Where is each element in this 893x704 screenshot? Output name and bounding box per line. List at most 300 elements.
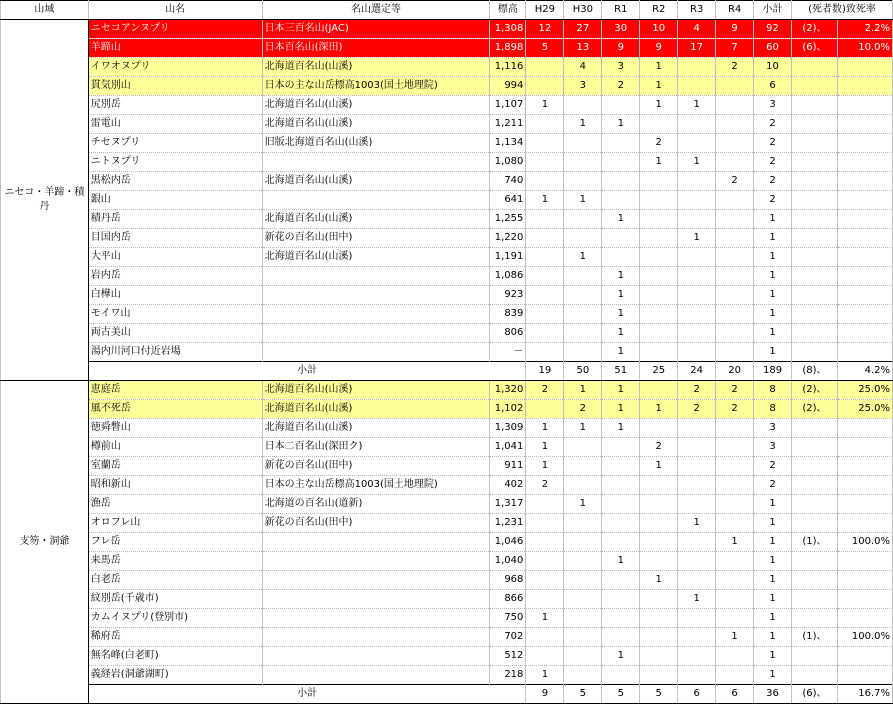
r4-cell xyxy=(716,666,754,685)
h29-cell xyxy=(526,172,564,191)
deaths-cell: (2)、 xyxy=(792,20,838,39)
mountain-name-cell: ニセコアンヌプリ xyxy=(88,20,262,39)
deaths-cell xyxy=(792,495,838,514)
r3-cell xyxy=(678,666,716,685)
h30-cell xyxy=(564,96,602,115)
fatality-rate-cell xyxy=(837,229,892,248)
r1-cell: 1 xyxy=(602,343,640,362)
deaths-cell xyxy=(792,286,838,305)
table-row xyxy=(1,210,893,229)
r3-cell xyxy=(678,628,716,647)
deaths-cell xyxy=(792,77,838,96)
header-r2: R2 xyxy=(640,1,678,20)
r4-cell: 2 xyxy=(716,381,754,400)
elevation-cell: 1,308 xyxy=(490,20,526,39)
mountain-name-cell: 義経岩(洞爺湖町) xyxy=(88,666,262,685)
selection-cell xyxy=(262,191,490,210)
deaths-cell xyxy=(792,666,838,685)
sub-cell: 2 xyxy=(754,172,792,191)
r2-cell: 1 xyxy=(640,77,678,96)
selection-cell xyxy=(262,153,490,172)
subtotal-label: 小計 xyxy=(88,685,526,704)
fatality-rate-cell xyxy=(837,343,892,362)
sub-cell: 2 xyxy=(754,115,792,134)
h29-cell xyxy=(526,248,564,267)
h30-cell xyxy=(564,609,602,628)
subtotal-r2-cell: 5 xyxy=(640,685,678,704)
selection-cell: 北海道百名山(山溪) xyxy=(262,58,490,77)
fatality-rate-cell xyxy=(837,590,892,609)
r1-cell xyxy=(602,590,640,609)
h29-cell xyxy=(526,514,564,533)
table-row xyxy=(1,666,893,685)
table-row xyxy=(1,286,893,305)
h29-cell xyxy=(526,628,564,647)
fatality-rate-cell xyxy=(837,476,892,495)
table-row xyxy=(1,96,893,115)
r3-cell: 2 xyxy=(678,400,716,419)
sub-cell: 2 xyxy=(754,476,792,495)
selection-cell xyxy=(262,666,490,685)
mountain-name-cell: 白樺山 xyxy=(88,286,262,305)
r3-cell xyxy=(678,457,716,476)
deaths-cell: (1)、 xyxy=(792,533,838,552)
h30-cell xyxy=(564,438,602,457)
h29-cell xyxy=(526,571,564,590)
selection-cell: 日本三百名山(JAC) xyxy=(262,20,490,39)
mountain-name-cell: オロフレ山 xyxy=(88,514,262,533)
sub-cell: 1 xyxy=(754,267,792,286)
fatality-rate-cell: 100.0% xyxy=(837,533,892,552)
header-area: 山域 xyxy=(1,1,89,20)
sub-cell: 3 xyxy=(754,438,792,457)
elevation-cell: 994 xyxy=(490,77,526,96)
r3-cell xyxy=(678,267,716,286)
r3-cell xyxy=(678,286,716,305)
table-row xyxy=(1,20,893,39)
deaths-cell xyxy=(792,305,838,324)
table-row xyxy=(1,39,893,58)
r4-cell: 9 xyxy=(716,20,754,39)
r2-cell xyxy=(640,514,678,533)
r2-cell xyxy=(640,248,678,267)
fatality-rate-cell xyxy=(837,172,892,191)
mountain-name-cell: モイワ山 xyxy=(88,305,262,324)
r4-cell xyxy=(716,419,754,438)
table-row xyxy=(1,571,893,590)
area-cell: 支笏・洞爺 xyxy=(1,381,89,704)
selection-cell: 日本百名山(深田) xyxy=(262,39,490,58)
mountain-name-cell: 白老岳 xyxy=(88,571,262,590)
table-row xyxy=(1,609,893,628)
fatality-rate-cell xyxy=(837,286,892,305)
selection-cell: 北海道百名山(山溪) xyxy=(262,419,490,438)
deaths-cell xyxy=(792,419,838,438)
deaths-cell xyxy=(792,248,838,267)
fatality-rate-cell: 100.0% xyxy=(837,628,892,647)
deaths-cell xyxy=(792,457,838,476)
h30-cell: 1 xyxy=(564,115,602,134)
table-row xyxy=(1,400,893,419)
mountain-name-cell: 稀府岳 xyxy=(88,628,262,647)
elevation-cell: 641 xyxy=(490,191,526,210)
fatality-rate-cell xyxy=(837,419,892,438)
table-row xyxy=(1,172,893,191)
h30-cell: 4 xyxy=(564,58,602,77)
fatality-rate-cell xyxy=(837,210,892,229)
r2-cell: 1 xyxy=(640,96,678,115)
r2-cell xyxy=(640,419,678,438)
mountain-name-cell: カムイヌプリ(登別市) xyxy=(88,609,262,628)
h29-cell: 1 xyxy=(526,457,564,476)
fatality-rate-cell xyxy=(837,115,892,134)
mountain-name-cell: 積丹岳 xyxy=(88,210,262,229)
h30-cell xyxy=(564,267,602,286)
mountain-name-cell: 羊蹄山 xyxy=(88,39,262,58)
r3-cell xyxy=(678,552,716,571)
r4-cell: 1 xyxy=(716,628,754,647)
deaths-cell xyxy=(792,590,838,609)
mountain-name-cell: 目国内岳 xyxy=(88,229,262,248)
h29-cell: 5 xyxy=(526,39,564,58)
selection-cell: 北海道百名山(山溪) xyxy=(262,115,490,134)
r1-cell xyxy=(602,438,640,457)
header-h29: H29 xyxy=(526,1,564,20)
elevation-cell: 1,220 xyxy=(490,229,526,248)
deaths-cell xyxy=(792,96,838,115)
h30-cell xyxy=(564,286,602,305)
r4-cell xyxy=(716,476,754,495)
sub-cell: 60 xyxy=(754,39,792,58)
h30-cell xyxy=(564,210,602,229)
r2-cell xyxy=(640,286,678,305)
fatality-rate-cell xyxy=(837,191,892,210)
r4-cell xyxy=(716,96,754,115)
h30-cell xyxy=(564,305,602,324)
deaths-cell xyxy=(792,210,838,229)
fatality-rate-cell xyxy=(837,514,892,533)
h29-cell xyxy=(526,495,564,514)
r4-cell xyxy=(716,343,754,362)
r3-cell xyxy=(678,438,716,457)
r2-cell: 1 xyxy=(640,457,678,476)
r3-cell: 1 xyxy=(678,590,716,609)
sub-cell: 1 xyxy=(754,210,792,229)
sub-cell: 1 xyxy=(754,324,792,343)
r1-cell xyxy=(602,514,640,533)
r3-cell xyxy=(678,210,716,229)
sub-cell: 1 xyxy=(754,552,792,571)
r2-cell: 1 xyxy=(640,58,678,77)
mountain-name-cell: 来馬岳 xyxy=(88,552,262,571)
r1-cell xyxy=(602,609,640,628)
mountain-name-cell: ニトヌプリ xyxy=(88,153,262,172)
elevation-cell: 1,041 xyxy=(490,438,526,457)
fatality-rate-cell xyxy=(837,153,892,172)
selection-cell: 日本二百名山(深田ク) xyxy=(262,438,490,457)
table-row xyxy=(1,134,893,153)
sub-cell: 1 xyxy=(754,628,792,647)
r1-cell xyxy=(602,229,640,248)
sub-cell: 92 xyxy=(754,20,792,39)
sub-cell: 2 xyxy=(754,191,792,210)
r3-cell xyxy=(678,476,716,495)
r1-cell xyxy=(602,476,640,495)
r1-cell: 1 xyxy=(602,381,640,400)
r1-cell: 30 xyxy=(602,20,640,39)
deaths-cell xyxy=(792,229,838,248)
r2-cell xyxy=(640,381,678,400)
r4-cell xyxy=(716,647,754,666)
elevation-cell: 218 xyxy=(490,666,526,685)
r2-cell xyxy=(640,229,678,248)
table-row xyxy=(1,267,893,286)
elevation-cell: 402 xyxy=(490,476,526,495)
h30-cell: 1 xyxy=(564,381,602,400)
table-body xyxy=(1,20,893,704)
h30-cell xyxy=(564,533,602,552)
fatality-rate-cell xyxy=(837,666,892,685)
deaths-cell xyxy=(792,609,838,628)
elevation-cell: 1,211 xyxy=(490,115,526,134)
selection-cell xyxy=(262,552,490,571)
r3-cell xyxy=(678,58,716,77)
h29-cell xyxy=(526,210,564,229)
r4-cell: 2 xyxy=(716,172,754,191)
selection-cell xyxy=(262,267,490,286)
subtotal-h29-cell: 19 xyxy=(526,362,564,381)
mountain-name-cell: 貫気別山 xyxy=(88,77,262,96)
subtotal-r1-cell: 51 xyxy=(602,362,640,381)
elevation-cell: 512 xyxy=(490,647,526,666)
h30-cell xyxy=(564,153,602,172)
elevation-cell: 1,116 xyxy=(490,58,526,77)
table-row xyxy=(1,628,893,647)
subtotal-row xyxy=(1,362,893,381)
sub-cell: 1 xyxy=(754,286,792,305)
table-row xyxy=(1,229,893,248)
h30-cell xyxy=(564,343,602,362)
r4-cell xyxy=(716,609,754,628)
table-row xyxy=(1,324,893,343)
selection-cell: 日本の主な山岳標高1003(国土地理院) xyxy=(262,77,490,96)
h29-cell: 1 xyxy=(526,438,564,457)
sub-cell: 1 xyxy=(754,248,792,267)
table-row xyxy=(1,153,893,172)
sub-cell: 2 xyxy=(754,153,792,172)
deaths-cell xyxy=(792,115,838,134)
r2-cell xyxy=(640,267,678,286)
r3-cell: 4 xyxy=(678,20,716,39)
fatality-rate-cell xyxy=(837,267,892,286)
sub-cell: 10 xyxy=(754,58,792,77)
selection-cell: 新花の百名山(田中) xyxy=(262,514,490,533)
h29-cell xyxy=(526,533,564,552)
table-row xyxy=(1,457,893,476)
table-row xyxy=(1,533,893,552)
r4-cell xyxy=(716,286,754,305)
table-row xyxy=(1,191,893,210)
fatality-rate-cell xyxy=(837,96,892,115)
sub-cell: 8 xyxy=(754,381,792,400)
r3-cell xyxy=(678,134,716,153)
selection-cell xyxy=(262,343,490,362)
sub-cell: 1 xyxy=(754,571,792,590)
mountain-name-cell: 風不死岳 xyxy=(88,400,262,419)
r2-cell xyxy=(640,533,678,552)
selection-cell: 北海道百名山(山溪) xyxy=(262,248,490,267)
r2-cell: 1 xyxy=(640,153,678,172)
h30-cell: 1 xyxy=(564,191,602,210)
selection-cell: 北海道百名山(山溪) xyxy=(262,381,490,400)
elevation-cell: 806 xyxy=(490,324,526,343)
elevation-cell: 702 xyxy=(490,628,526,647)
selection-cell xyxy=(262,609,490,628)
r1-cell: 1 xyxy=(602,647,640,666)
deaths-cell xyxy=(792,343,838,362)
r2-cell xyxy=(640,172,678,191)
elevation-cell: 1,191 xyxy=(490,248,526,267)
r3-cell xyxy=(678,609,716,628)
header-r1: R1 xyxy=(602,1,640,20)
h30-cell xyxy=(564,666,602,685)
r2-cell xyxy=(640,476,678,495)
selection-cell: 新花の百名山(田中) xyxy=(262,229,490,248)
deaths-cell xyxy=(792,571,838,590)
mountain-name-cell: 銀山 xyxy=(88,191,262,210)
mountain-name-cell: チセヌプリ xyxy=(88,134,262,153)
deaths-cell xyxy=(792,134,838,153)
r1-cell xyxy=(602,495,640,514)
r3-cell xyxy=(678,77,716,96)
elevation-cell: 740 xyxy=(490,172,526,191)
fatality-rate-cell xyxy=(837,248,892,267)
r1-cell: 2 xyxy=(602,77,640,96)
fatality-rate-cell: 10.0% xyxy=(837,39,892,58)
r1-cell xyxy=(602,571,640,590)
h29-cell xyxy=(526,647,564,666)
area-cell: ニセコ・羊蹄・積丹 xyxy=(1,20,89,381)
elevation-cell: 1,102 xyxy=(490,400,526,419)
r2-cell xyxy=(640,666,678,685)
deaths-cell: (1)、 xyxy=(792,628,838,647)
r2-cell: 9 xyxy=(640,39,678,58)
elevation-cell: 750 xyxy=(490,609,526,628)
fatality-rate-cell xyxy=(837,609,892,628)
r3-cell: 17 xyxy=(678,39,716,58)
r3-cell xyxy=(678,495,716,514)
table-row xyxy=(1,419,893,438)
h30-cell: 1 xyxy=(564,248,602,267)
subtotal-r2-cell: 25 xyxy=(640,362,678,381)
h29-cell xyxy=(526,343,564,362)
sub-cell: 1 xyxy=(754,533,792,552)
elevation-cell: 839 xyxy=(490,305,526,324)
elevation-cell: 1,040 xyxy=(490,552,526,571)
deaths-cell: (6)、 xyxy=(792,39,838,58)
h30-cell: 2 xyxy=(564,400,602,419)
h30-cell xyxy=(564,457,602,476)
mountain-name-cell: 恵庭岳 xyxy=(88,381,262,400)
elevation-cell: 968 xyxy=(490,571,526,590)
selection-cell xyxy=(262,628,490,647)
r3-cell xyxy=(678,419,716,438)
fatality-rate-cell xyxy=(837,438,892,457)
r2-cell xyxy=(640,590,678,609)
r2-cell: 2 xyxy=(640,438,678,457)
fatality-rate-cell: 25.0% xyxy=(837,400,892,419)
elevation-cell: 1,309 xyxy=(490,419,526,438)
sub-cell: 1 xyxy=(754,647,792,666)
header-selection: 名山選定等 xyxy=(262,1,490,20)
h30-cell: 3 xyxy=(564,77,602,96)
r3-cell xyxy=(678,647,716,666)
r2-cell xyxy=(640,210,678,229)
subtotal-sub-cell: 36 xyxy=(754,685,792,704)
r4-cell xyxy=(716,571,754,590)
subtotal-r4-cell: 20 xyxy=(716,362,754,381)
deaths-cell xyxy=(792,58,838,77)
h29-cell xyxy=(526,115,564,134)
r4-cell xyxy=(716,305,754,324)
r1-cell xyxy=(602,248,640,267)
deaths-cell xyxy=(792,476,838,495)
subtotal-label: 小計 xyxy=(88,362,526,381)
header-r4: R4 xyxy=(716,1,754,20)
mountain-name-cell: 黒松内岳 xyxy=(88,172,262,191)
h29-cell xyxy=(526,267,564,286)
elevation-cell: 866 xyxy=(490,590,526,609)
fatality-rate-cell xyxy=(837,571,892,590)
table-row xyxy=(1,248,893,267)
r3-cell xyxy=(678,248,716,267)
mountain-name-cell: 樽前山 xyxy=(88,438,262,457)
r1-cell: 1 xyxy=(602,419,640,438)
table-row xyxy=(1,58,893,77)
h29-cell xyxy=(526,134,564,153)
h29-cell: 2 xyxy=(526,381,564,400)
h29-cell xyxy=(526,590,564,609)
selection-cell xyxy=(262,305,490,324)
r4-cell xyxy=(716,248,754,267)
deaths-cell xyxy=(792,438,838,457)
selection-cell: 新花の百名山(田中) xyxy=(262,457,490,476)
subtotal-r3-cell: 6 xyxy=(678,685,716,704)
deaths-cell: (2)、 xyxy=(792,400,838,419)
mountain-name-cell: イワオヌプリ xyxy=(88,58,262,77)
deaths-cell xyxy=(792,552,838,571)
h30-cell: 1 xyxy=(564,419,602,438)
deaths-cell xyxy=(792,172,838,191)
header-subtotal: 小計 xyxy=(754,1,792,20)
h30-cell xyxy=(564,134,602,153)
table-row xyxy=(1,77,893,96)
r1-cell: 3 xyxy=(602,58,640,77)
table-row xyxy=(1,343,893,362)
h29-cell: 1 xyxy=(526,666,564,685)
elevation-cell: 1,320 xyxy=(490,381,526,400)
mountain-name-cell: フレ岳 xyxy=(88,533,262,552)
mountain-name-cell: 湯内川河口付近岩場 xyxy=(88,343,262,362)
deaths-cell xyxy=(792,153,838,172)
r2-cell: 1 xyxy=(640,571,678,590)
r1-cell: 1 xyxy=(602,267,640,286)
sub-cell: 2 xyxy=(754,457,792,476)
r2-cell xyxy=(640,495,678,514)
r4-cell xyxy=(716,552,754,571)
mountain-name-cell: 紋別岳(千歳市) xyxy=(88,590,262,609)
h29-cell xyxy=(526,77,564,96)
